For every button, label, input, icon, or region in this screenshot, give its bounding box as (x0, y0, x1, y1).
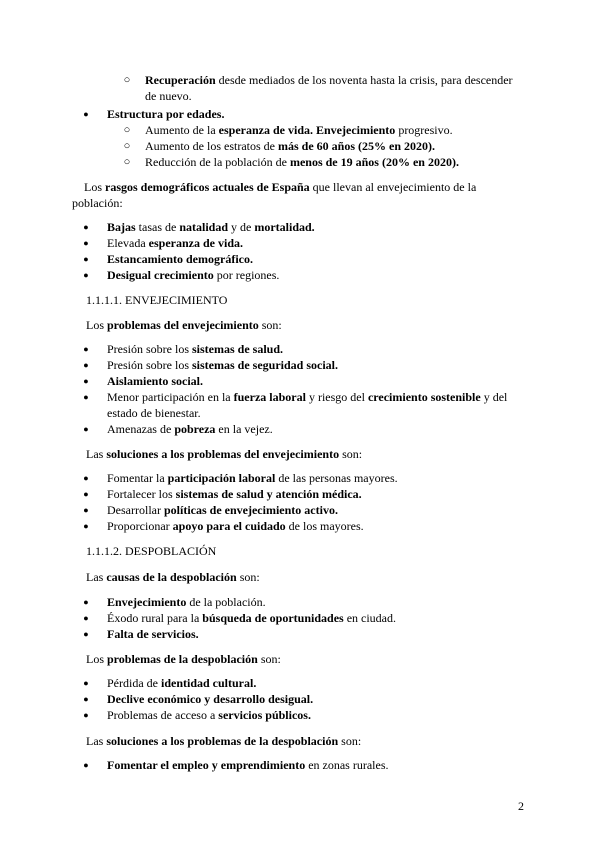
text-line (107, 357, 338, 373)
text: por regiones. (213, 268, 280, 282)
text: son: (338, 734, 362, 748)
text-line (107, 675, 256, 691)
bold-text: Estructura por edades. (107, 107, 225, 121)
bullet-icon: ● (83, 254, 89, 264)
text: Proporcionar (107, 519, 173, 533)
text: Fomentar la (107, 471, 168, 485)
text: Fortalecer los (107, 487, 176, 501)
text: Presión sobre los (107, 342, 192, 356)
bullet-icon: ● (83, 376, 89, 386)
bold-text: esperanza de vida. Envejecimiento (218, 123, 396, 137)
bullet-icon: ● (83, 505, 89, 515)
bullet-icon: ● (83, 678, 89, 688)
text: tasas de (135, 220, 180, 234)
bold-text: problemas de la despoblación (107, 652, 258, 666)
text-line (86, 292, 227, 308)
text: Las (86, 570, 107, 584)
text-line (107, 518, 364, 534)
text-line (86, 569, 260, 585)
text-line (107, 106, 224, 122)
bullet-icon: ● (83, 270, 89, 280)
text-line (107, 341, 283, 357)
bold-text: crecimiento sostenible (367, 390, 481, 404)
bold-text: más de 60 años (25% en 2020). (277, 139, 435, 153)
bold-text: Aislamiento social. (107, 374, 203, 388)
text: Los (86, 652, 107, 666)
text: son: (257, 652, 281, 666)
bold-text: fuerza laboral (233, 390, 306, 404)
text: en ciudad. (343, 611, 396, 625)
text: Aumento de los estratos de (145, 139, 278, 153)
text: son: (339, 447, 363, 461)
text-line (107, 251, 253, 267)
bullet-icon: ● (83, 760, 89, 770)
text-line (145, 138, 435, 154)
text: Las (86, 447, 107, 461)
text: Presión sobre los (107, 358, 192, 372)
page-number: 2 (518, 799, 524, 813)
text-line (107, 502, 338, 518)
text-line (145, 88, 192, 104)
bold-text: búsqueda de oportunidades (202, 611, 344, 625)
bold-text: Declive económico y desarrollo desigual. (107, 692, 314, 706)
bullet-icon: ● (83, 629, 89, 639)
text: son: (258, 318, 282, 332)
text-line (107, 486, 362, 502)
bold-text: sistemas de seguridad social. (192, 358, 339, 372)
text-line (107, 219, 315, 235)
text: de las personas mayores. (275, 471, 398, 485)
bold-text: políticas de envejecimiento activo. (163, 503, 338, 517)
bullet-icon: ● (83, 694, 89, 704)
text-line (72, 195, 123, 211)
text: Aumento de la (145, 123, 219, 137)
hollow-bullet-icon: ○ (123, 156, 131, 168)
text: Las (86, 734, 107, 748)
text: son: (236, 570, 260, 584)
bullet-icon: ● (83, 424, 89, 434)
bullet-icon: ● (83, 597, 89, 607)
text: en la vejez. (215, 422, 273, 436)
bold-text: Fomentar el empleo y emprendimiento (107, 758, 306, 772)
text: Reducción de la población de (145, 155, 290, 169)
text-line (107, 594, 266, 610)
text-line (107, 757, 388, 773)
text-line (145, 122, 453, 138)
text: desde mediados de los noventa hasta la crisis, para descender (215, 73, 513, 87)
text: Éxodo rural para la (107, 611, 203, 625)
bold-text: participación laboral (167, 471, 276, 485)
text: Pérdida de (107, 676, 161, 690)
text-line (107, 707, 311, 723)
text-line (107, 235, 243, 251)
bullet-icon: ● (83, 109, 89, 119)
text: Los (86, 318, 107, 332)
text: Amenazas de (107, 422, 175, 436)
bullet-icon: ● (83, 360, 89, 370)
text: de los mayores. (285, 519, 364, 533)
bullet-icon: ● (83, 710, 89, 720)
bold-text: apoyo para el cuidado (172, 519, 286, 533)
text-line (107, 389, 507, 405)
bold-text: menos de 19 años (20% en 2020). (289, 155, 459, 169)
bold-text: Falta de servicios. (107, 627, 199, 641)
text: de nuevo. (145, 89, 192, 103)
text: estado de bienestar. (107, 406, 201, 420)
bold-text: esperanza de vida. (148, 236, 243, 250)
text: Menor participación en la (107, 390, 234, 404)
bullet-icon: ● (83, 238, 89, 248)
bold-text: servicios públicos. (218, 708, 311, 722)
text-line (107, 610, 396, 626)
bold-text: pobreza (174, 422, 216, 436)
text: Los (72, 180, 105, 194)
text-line (107, 470, 398, 486)
bold-text: Estancamiento demográfico. (107, 252, 253, 266)
text-line (86, 543, 216, 559)
bullet-icon: ● (83, 489, 89, 499)
text: en zonas rurales. (305, 758, 389, 772)
bold-text: soluciones a los problemas del envejecimiento (106, 447, 340, 461)
bold-text: identidad cultural. (160, 676, 257, 690)
text: y riesgo del (305, 390, 368, 404)
hollow-bullet-icon: ○ (123, 140, 131, 152)
text: Elevada (107, 236, 149, 250)
text: Desarrollar (107, 503, 164, 517)
text-line (107, 267, 279, 283)
bullet-icon: ● (83, 613, 89, 623)
bold-text: soluciones a los problemas de la despoblación (106, 734, 339, 748)
text: y del (480, 390, 508, 404)
text-line (145, 154, 459, 170)
bullet-icon: ● (83, 392, 89, 402)
bold-text: rasgos demográficos actuales de España (105, 180, 310, 194)
bold-text: Desigual crecimiento (107, 268, 214, 282)
text-line (72, 179, 476, 195)
hollow-bullet-icon: ○ (123, 124, 131, 136)
bold-text: natalidad (179, 220, 229, 234)
text-line (107, 691, 313, 707)
bold-text: Recuperación (145, 73, 216, 87)
text-line (86, 317, 282, 333)
text: población: (72, 196, 123, 210)
bullet-icon: ● (83, 222, 89, 232)
text-line (86, 733, 361, 749)
text-line (107, 421, 273, 437)
text-line (107, 626, 199, 642)
text: que llevan al envejecimiento de la (309, 180, 477, 194)
bold-text: causas de la despoblación (106, 570, 237, 584)
bold-text: problemas del envejecimiento (107, 318, 259, 332)
text: y de (228, 220, 255, 234)
text: 1.1.1.2. DESPOBLACIÓN (86, 544, 217, 558)
bullet-icon: ● (83, 521, 89, 531)
text-line (107, 373, 203, 389)
bold-text: sistemas de salud. (192, 342, 284, 356)
text-line (107, 405, 201, 421)
bold-text: Bajas (107, 220, 136, 234)
text-line (86, 446, 362, 462)
text: 1.1.1.1. ENVEJECIMIENTO (86, 293, 228, 307)
hollow-bullet-icon: ○ (123, 74, 131, 86)
bold-text: sistemas de salud y atención médica. (175, 487, 362, 501)
bullet-icon: ● (83, 344, 89, 354)
bullet-icon: ● (83, 473, 89, 483)
bold-text: Envejecimiento (107, 595, 187, 609)
bold-text: mortalidad. (254, 220, 315, 234)
text: progresivo. (395, 123, 453, 137)
text: Problemas de acceso a (107, 708, 219, 722)
text-line (86, 651, 281, 667)
text-line (145, 72, 513, 88)
text: de la población. (186, 595, 266, 609)
